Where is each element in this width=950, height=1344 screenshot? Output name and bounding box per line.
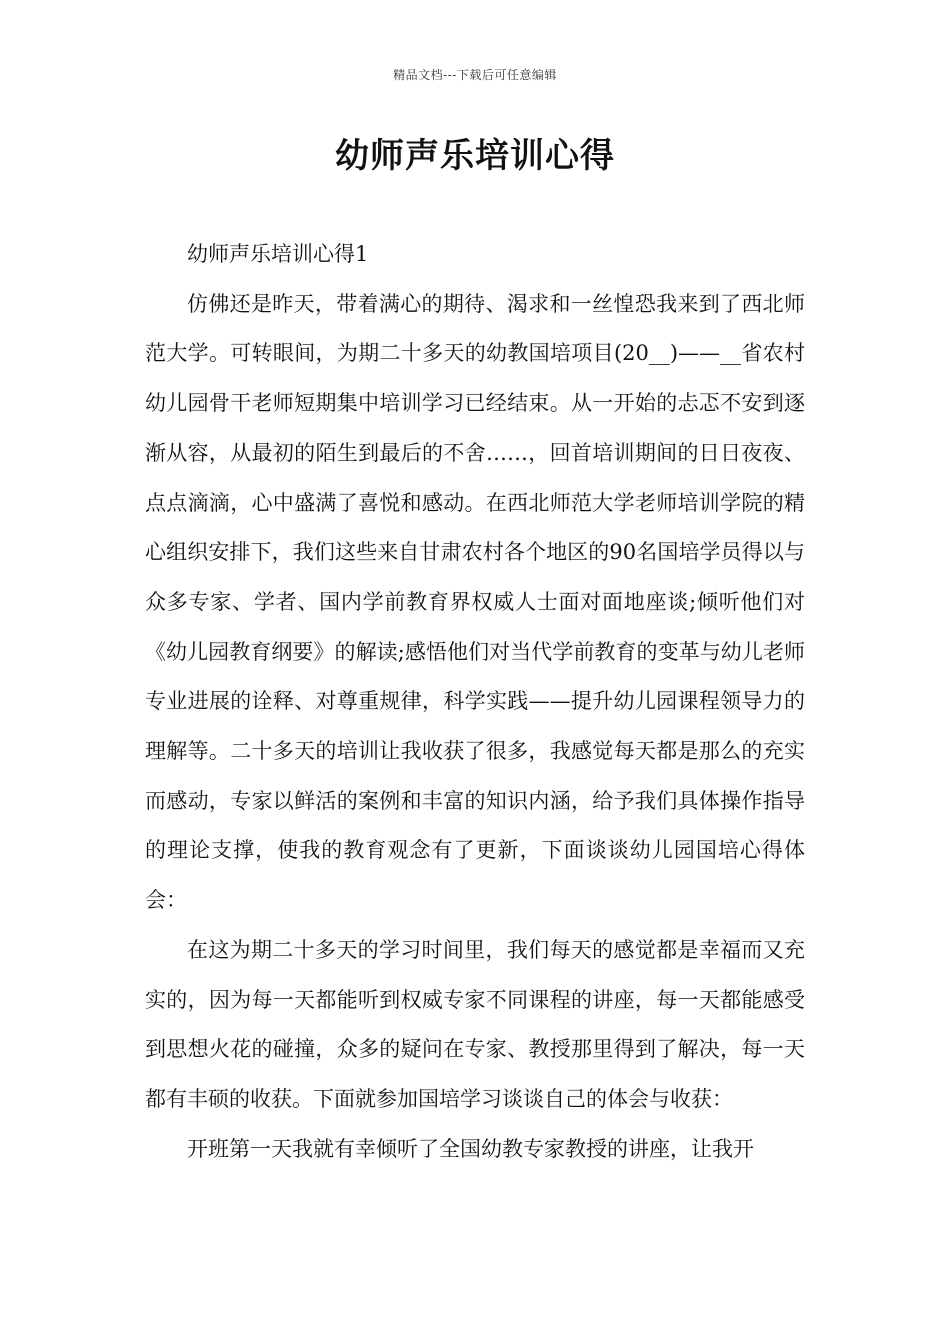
- paragraph-subtitle: 幼师声乐培训心得1: [187, 242, 369, 266]
- paragraph: 在这为期二十多天的学习时间里，我们每天的感觉都是幸福而又充实的，因为每一天都能听到权威专家不同课程的讲座，每一天都能感受到思想火花的碰撞，众多的疑问在专家、教授那里得到了解决，每一天都有丰硕的收获。下面就参加国培学习谈谈自己的体会与收获：: [145, 937, 805, 1111]
- header-note: 精品文档---下载后可任意编辑: [393, 68, 557, 82]
- paragraph: 开班第一天我就有幸倾听了全国幼教专家教授的讲座，让我开: [187, 1136, 754, 1161]
- paragraph: 仿佛还是昨天，带着满心的期待、渴求和一丝惶恐我来到了西北师范大学。可转眼间，为期二十多天的幼教国培项目(20__)——__省农村幼儿园骨干老师短期集中培训学习已经结束。从一开始的忐忑不安到逐渐从容，从最初的陌生到最后的不舍……，回首培训期间的日日夜夜、点点滴滴，心中盛满了喜悦和感动。在西北师范大学老师培训学院的精心组织安排下，我们这些来自甘肃农村各个地区的90名国培学员得以与众多专家、学者、国内学前教育界权威人士面对面地座谈;倾听他们对《幼儿园教育纲要》的解读;感悟他们对当代学前教育的变革与幼儿老师专业进展的诠释、对尊重规律，科学实践——提升幼儿园课程领导力的理解等。二十多天的培训让我收获了很多，我感觉每天都是那么的充实而感动，专家以鲜活的案例和丰富的知识内涵，给予我们具体操作指导的理论支撑，使我的教育观念有了更新，下面谈谈幼儿园国培心得体会：: [145, 291, 805, 913]
- document-body: [145, 230, 805, 1174]
- document-title: 幼师声乐培训心得: [335, 136, 615, 176]
